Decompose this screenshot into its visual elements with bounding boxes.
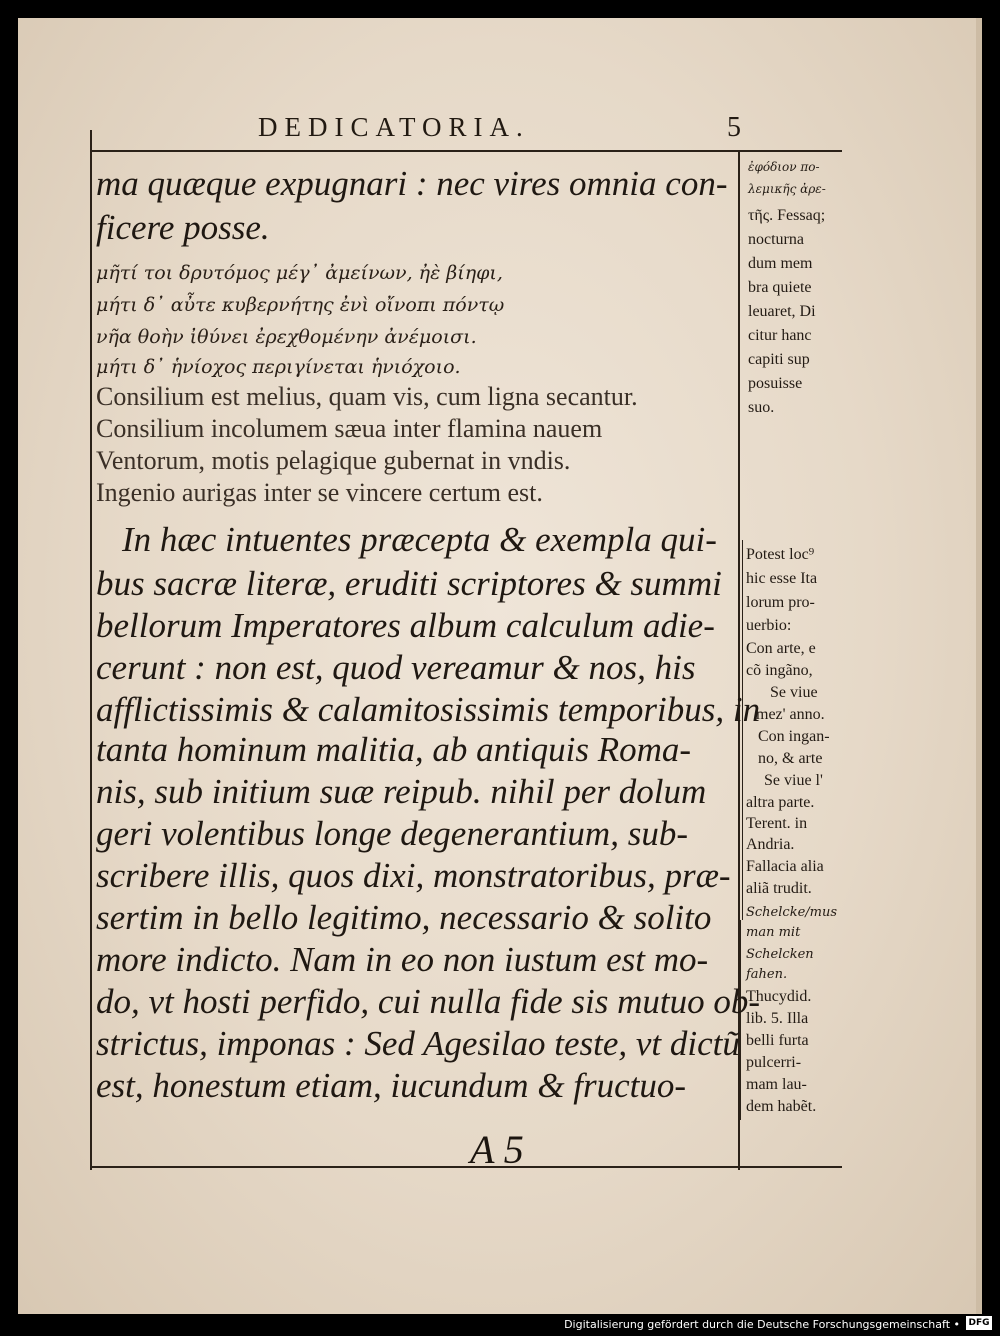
text-line: sertim in bello legitimo, necessario & solito <box>96 898 712 937</box>
marginal-note-line: Se viue l' <box>764 772 823 789</box>
latin-verse-line: Consilium incolumem sæua inter flamina nauem <box>96 414 603 443</box>
dfg-logo: DFG <box>966 1316 992 1330</box>
text-line: In hæc intuentes præcepta & exempla qui- <box>122 520 717 559</box>
running-head-title: DEDICATORIA. <box>258 112 530 142</box>
marginal-note-line: Con arte, e <box>746 640 816 657</box>
greek-verse-line: νῆα θοὴν ἰθύνει ἐρεχθομένην ἀνέμοισι. <box>96 326 477 348</box>
marginal-note-line: Con ingan- <box>758 728 830 745</box>
marginal-note-line: Thucydid. <box>746 988 812 1005</box>
marginal-note-line: fahen. <box>746 967 788 982</box>
latin-verse-line: Consilium est melius, quam vis, cum ligna secantur. <box>96 382 638 411</box>
text-line: bus sacræ literæ, eruditi scriptores & summi <box>96 564 722 603</box>
marginal-note-line: λεμικῆς ἀρε- <box>748 182 826 196</box>
marginal-note-line: altra parte. <box>746 794 815 811</box>
text-line: afflictissimis & calamitosissimis temporibus, in <box>96 690 761 729</box>
marginal-note-line: cõ ingãno, <box>746 662 813 679</box>
text-line: scribere illis, quos dixi, monstratoribus, præ- <box>96 856 731 895</box>
text-line: geri volentibus longe degenerantium, sub- <box>96 814 688 853</box>
latin-verse-line: Ventorum, motis pelagique gubernat in vndis. <box>96 446 571 475</box>
marginal-note-line: Andria. <box>746 836 795 853</box>
signature-mark: A 5 <box>470 1127 524 1172</box>
margin-inner-rule <box>742 540 743 920</box>
marginal-note-line: lorum pro- <box>746 594 815 611</box>
marginal-note-line: nocturna <box>748 231 804 248</box>
bottom-frame-rule <box>90 1166 842 1168</box>
marginal-note-line: man mit <box>746 925 801 940</box>
marginal-note-line: uerbio: <box>746 617 792 634</box>
marginal-note-line: lib. 5. Illa <box>746 1010 809 1027</box>
text-line: est, honestum etiam, iucundum & fructuo- <box>96 1066 687 1105</box>
marginal-note-line: aliã trudit. <box>746 880 812 897</box>
marginal-note-line: bra quiete <box>748 279 812 296</box>
text-line: nis, sub initium suæ reipub. nihil per dolum <box>96 772 707 811</box>
text-line: ficere posse. <box>96 208 270 247</box>
text-line: tanta hominum malitia, ab antiquis Roma- <box>96 730 691 769</box>
header-rule <box>90 150 842 152</box>
marginal-note-line: belli furta <box>746 1032 809 1049</box>
marginal-note-line: Schelcke/mus <box>746 905 838 920</box>
footer-credit: Digitalisierung gefördert durch die Deutsche Forschungsgemeinschaft • <box>564 1318 960 1331</box>
text-line: ma quæque expugnari : nec vires omnia con- <box>96 164 728 203</box>
marginal-note-line: leuaret, Di <box>748 303 816 320</box>
greek-verse-line: μήτι δ᾽ ἡνίοχος περιγίνεται ἡνιόχοιο. <box>96 356 461 378</box>
text-line: strictus, imponas : Sed Agesilao teste, vt dictũ <box>96 1024 740 1063</box>
marginal-note-line: dem habẽt. <box>746 1098 817 1115</box>
marginal-note-line: τῆς. Fessaq; <box>748 207 826 224</box>
marginal-note-line: Se viue <box>770 684 818 701</box>
marginal-note-line: dum mem <box>748 255 813 272</box>
text-line: bellorum Imperatores album calculum adie- <box>96 606 715 645</box>
marginal-note-line: Potest loc⁹ <box>746 546 815 563</box>
marginal-note-line: citur hanc <box>748 327 812 344</box>
page-number: 5 <box>727 112 741 143</box>
greek-verse-line: μῆτί τοι δρυτόμος μέγ᾽ ἀμείνων, ἠὲ βίηφι, <box>96 262 503 284</box>
text-line: cerunt : non est, quod vereamur & nos, his <box>96 648 696 687</box>
marginal-note-line: Schelcken <box>746 947 814 962</box>
marginal-note-line: Fallacia alia <box>746 858 824 875</box>
marginal-note-line: posuisse <box>748 375 803 392</box>
text-line: more indicto. Nam in eo non iustum est mo- <box>96 940 709 979</box>
marginal-note-line: mez' anno. <box>756 706 825 723</box>
marginal-note-line: mam lau- <box>746 1076 807 1093</box>
marginal-note-line: hic esse Ita <box>746 570 818 587</box>
marginal-note-line: ἐφόδιον πο- <box>748 160 820 174</box>
marginal-note-line: pulcerri- <box>746 1054 802 1071</box>
text-line: do, vt hosti perfido, cui nulla fide sis mutuo ob- <box>96 982 760 1021</box>
greek-verse-line: μήτι δ᾽ αὖτε κυβερνήτης ἐνὶ οἴνοπι πόντῳ <box>96 294 505 316</box>
left-frame-rule <box>90 130 92 1170</box>
latin-verse-line: Ingenio aurigas inter se vincere certum est. <box>96 478 543 507</box>
marginal-note-line: suo. <box>748 399 775 416</box>
marginal-note-line: no, & arte <box>758 750 823 767</box>
marginal-note-line: Terent. in <box>746 815 808 832</box>
marginal-note-line: capiti sup <box>748 351 810 368</box>
